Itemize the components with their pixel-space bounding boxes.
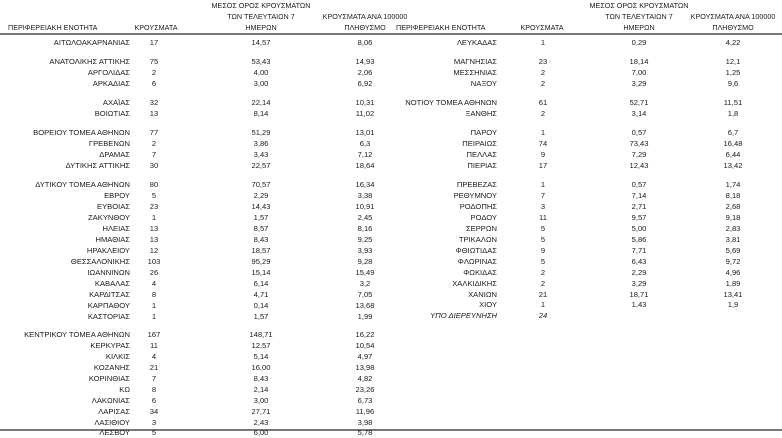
cases-cell: 2 — [540, 268, 546, 277]
cases-cell: 13 — [149, 235, 159, 244]
cases-cell: 5 — [540, 235, 546, 244]
avg-7day-cell: 6,00 — [253, 428, 269, 437]
avg-7day-cell: 22,14 — [251, 98, 271, 107]
right-header-per100k-line2: ΠΛΗΘΥΣΜΟ — [712, 23, 754, 32]
per-100k-cell: 1,74 — [725, 180, 741, 189]
cases-cell: 1 — [540, 180, 546, 189]
cases-cell: 7 — [151, 374, 157, 383]
avg-7day-cell: 3,29 — [631, 279, 647, 288]
cases-cell: 23 — [538, 57, 548, 66]
region-name-cell: ΑΧΑΪΑΣ — [102, 98, 130, 107]
avg-7day-cell: 3,29 — [631, 79, 647, 88]
avg-7day-cell: 18,71 — [629, 290, 649, 299]
cases-cell: 1 — [151, 301, 157, 310]
region-name-cell: ΛΑΡΙΣΑΣ — [98, 407, 130, 416]
cases-cell: 24 — [538, 311, 548, 320]
region-name-cell: ΠΡΕΒΕΖΑΣ — [456, 180, 497, 189]
per-100k-cell: 10,54 — [355, 341, 375, 350]
cases-cell: 167 — [147, 330, 161, 339]
per-100k-cell: 1,89 — [725, 279, 741, 288]
per-100k-cell: 5,78 — [357, 428, 373, 437]
avg-7day-cell: 2,43 — [253, 418, 269, 427]
per-100k-cell: 1,25 — [725, 68, 741, 77]
region-name-cell: ΚΑΒΑΛΑΣ — [94, 279, 130, 288]
per-100k-cell: 8,06 — [357, 38, 373, 47]
avg-7day-cell: 51,29 — [251, 128, 271, 137]
per-100k-cell: 9,18 — [725, 213, 741, 222]
region-name-cell: ΜΕΣΣΗΝΙΑΣ — [453, 68, 497, 77]
cases-cell: 11 — [150, 341, 158, 350]
left-header-avg-line1: ΜΕΣΟΣ ΟΡΟΣ ΚΡΟΥΣΜΑΤΩΝ — [211, 1, 311, 10]
region-name-cell: ΚΟΡΙΝΘΙΑΣ — [88, 374, 130, 383]
right-header-per100k-line1: ΚΡΟΥΣΜΑΤΑ ΑΝΑ 100000 — [690, 12, 776, 21]
cases-cell: 30 — [149, 161, 159, 170]
per-100k-cell: 6,92 — [357, 79, 373, 88]
region-name-cell: ΠΑΡΟΥ — [470, 128, 497, 137]
avg-7day-cell: 0,57 — [631, 128, 647, 137]
region-name-cell: ΑΝΑΤΟΛΙΚΗΣ ΑΤΤΙΚΗΣ — [49, 57, 130, 66]
cases-cell: 21 — [538, 290, 548, 299]
avg-7day-cell: 1,43 — [631, 300, 647, 309]
cases-cell: 1 — [151, 312, 157, 321]
avg-7day-cell: 0,57 — [631, 180, 647, 189]
region-name-cell: ΛΕΥΚΑΔΑΣ — [456, 38, 497, 47]
per-100k-cell: 5,69 — [725, 246, 741, 255]
per-100k-cell: 1,9 — [727, 300, 739, 309]
avg-7day-cell: 14,57 — [251, 38, 271, 47]
cases-cell: 3 — [151, 418, 157, 427]
region-name-cell: ΚΟΖΑΝΗΣ — [93, 363, 130, 372]
region-name-cell: ΑΡΚΑΔΙΑΣ — [92, 79, 130, 88]
avg-7day-cell: 73,43 — [629, 139, 649, 148]
region-name-cell: ΞΑΝΘΗΣ — [465, 109, 497, 118]
per-100k-cell: 1,8 — [727, 109, 739, 118]
right-header-avg-line3: ΗΜΕΡΩΝ — [623, 23, 655, 32]
cases-cell: 75 — [149, 57, 159, 66]
per-100k-cell: 3,2 — [359, 279, 371, 288]
region-name-cell: ΔΡΑΜΑΣ — [99, 150, 130, 159]
per-100k-cell: 3,98 — [357, 418, 373, 427]
per-100k-cell: 23,26 — [355, 385, 375, 394]
avg-7day-cell: 14,43 — [251, 202, 271, 211]
per-100k-cell: 4,96 — [725, 268, 741, 277]
left-header-cases: ΚΡΟΥΣΜΑΤΑ — [134, 23, 178, 32]
cases-cell: 5 — [151, 428, 157, 437]
avg-7day-cell: 3,86 — [253, 139, 269, 148]
per-100k-cell: 13,01 — [355, 128, 375, 137]
cases-cell: 13 — [149, 224, 159, 233]
avg-7day-cell: 5,86 — [631, 235, 647, 244]
avg-7day-cell: 9,57 — [631, 213, 647, 222]
avg-7day-cell: 148,71 — [249, 330, 273, 339]
region-name-cell: ΗΡΑΚΛΕΙΟΥ — [86, 246, 130, 255]
avg-7day-cell: 18,57 — [251, 246, 271, 255]
region-name-cell: ΚΕΝΤΡΙΚΟΥ ΤΟΜΕΑ ΑΘΗΝΩΝ — [24, 330, 130, 339]
per-100k-cell: 1,99 — [357, 312, 373, 321]
cases-cell: 2 — [540, 68, 546, 77]
cases-cell: 2 — [540, 79, 546, 88]
per-100k-cell: 10,91 — [355, 202, 375, 211]
avg-7day-cell: 12,57 — [251, 341, 271, 350]
cases-cell: 5 — [540, 257, 546, 266]
avg-7day-cell: 52,71 — [629, 98, 649, 107]
per-100k-cell: 2,06 — [357, 68, 373, 77]
region-name-cell: ΦΛΩΡΙΝΑΣ — [457, 257, 497, 266]
per-100k-cell: 16,22 — [355, 330, 375, 339]
avg-7day-cell: 1,57 — [253, 213, 269, 222]
avg-7day-cell: 18,14 — [629, 57, 649, 66]
avg-7day-cell: 7,14 — [631, 191, 647, 200]
cases-cell: 61 — [538, 98, 548, 107]
right-header-avg-line2: ΤΩΝ ΤΕΛΕΥΤΑΙΩΝ 7 — [605, 12, 673, 21]
region-name-cell: ΙΩΑΝΝΙΝΩΝ — [87, 268, 130, 277]
per-100k-cell: 4,82 — [357, 374, 373, 383]
per-100k-cell: 18,64 — [355, 161, 375, 170]
per-100k-cell: 9,6 — [727, 79, 739, 88]
left-header-per100k-line1: ΚΡΟΥΣΜΑΤΑ ΑΝΑ 100000 — [322, 12, 408, 21]
cases-cell: 7 — [540, 191, 546, 200]
avg-7day-cell: 70,57 — [251, 180, 271, 189]
avg-7day-cell: 3,14 — [631, 109, 647, 118]
avg-7day-cell: 3,43 — [253, 150, 269, 159]
region-name-cell: ΠΕΛΛΑΣ — [466, 150, 497, 159]
region-name-cell: ΔΥΤΙΚΗΣ ΑΤΤΙΚΗΣ — [65, 161, 130, 170]
per-100k-cell: 13,98 — [355, 363, 375, 372]
per-100k-cell: 11,02 — [355, 109, 375, 118]
region-name-cell: ΧΑΝΙΩΝ — [468, 290, 497, 299]
cases-cell: 8 — [151, 385, 157, 394]
avg-7day-cell: 15,14 — [251, 268, 271, 277]
per-100k-cell: 2,68 — [725, 202, 741, 211]
per-100k-cell: 3,81 — [725, 235, 741, 244]
per-100k-cell: 7,12 — [357, 150, 373, 159]
avg-7day-cell: 5,00 — [631, 224, 647, 233]
region-name-cell: ΚΑΣΤΟΡΙΑΣ — [87, 312, 130, 321]
cases-cell: 6 — [151, 79, 157, 88]
right-header-cases: ΚΡΟΥΣΜΑΤΑ — [520, 23, 564, 32]
region-name-cell: ΜΑΓΝΗΣΙΑΣ — [453, 57, 497, 66]
avg-7day-cell: 8,57 — [253, 224, 269, 233]
cases-cell: 4 — [151, 279, 157, 288]
cases-cell: 2 — [540, 109, 546, 118]
region-name-cell: ΕΒΡΟΥ — [104, 191, 130, 200]
per-100k-cell: 9,72 — [725, 257, 741, 266]
cases-cell: 2 — [540, 279, 546, 288]
cases-cell: 23 — [149, 202, 159, 211]
left-header-avg-line3: ΗΜΕΡΩΝ — [245, 23, 277, 32]
region-name-cell: ΡΟΔΟΥ — [470, 213, 497, 222]
per-100k-cell: 4,97 — [357, 352, 373, 361]
region-name-cell: ΧΙΟΥ — [479, 300, 497, 309]
avg-7day-cell: 27,71 — [251, 407, 271, 416]
cases-cell: 4 — [151, 352, 157, 361]
cases-cell: 6 — [151, 396, 157, 405]
avg-7day-cell: 6,43 — [631, 257, 647, 266]
region-name-cell: ΕΥΒΟΙΑΣ — [97, 202, 130, 211]
per-100k-cell: 14,93 — [355, 57, 375, 66]
cases-cell: 9 — [540, 246, 546, 255]
cases-cell: 11 — [539, 213, 547, 222]
avg-7day-cell: 95,29 — [251, 257, 271, 266]
region-name-cell: ΗΜΑΘΙΑΣ — [95, 235, 130, 244]
avg-7day-cell: 22,57 — [251, 161, 271, 170]
cases-cell: 12 — [149, 246, 159, 255]
region-name-cell: ΗΛΕΙΑΣ — [102, 224, 130, 233]
region-name-cell: ΚΩ — [119, 385, 130, 394]
region-name-cell: ΖΑΚΥΝΘΟΥ — [88, 213, 130, 222]
per-100k-cell: 16,34 — [355, 180, 375, 189]
avg-7day-cell: 2,29 — [253, 191, 269, 200]
left-header-avg-line2: ΤΩΝ ΤΕΛΕΥΤΑΙΩΝ 7 — [227, 12, 295, 21]
per-100k-cell: 13,68 — [355, 301, 375, 310]
cases-cell: 32 — [149, 98, 159, 107]
cases-cell: 103 — [147, 257, 161, 266]
region-name-cell: ΦΩΚΙΔΑΣ — [463, 268, 497, 277]
per-100k-cell: 6,3 — [359, 139, 371, 148]
cases-cell: 1 — [540, 128, 546, 137]
avg-7day-cell: 0,29 — [631, 38, 647, 47]
cases-cell: 5 — [151, 191, 157, 200]
cases-cell: 21 — [149, 363, 159, 372]
per-100k-cell: 15,49 — [355, 268, 375, 277]
per-100k-cell: 8,18 — [725, 191, 741, 200]
per-100k-cell: 3,93 — [357, 246, 373, 255]
region-name-cell: ΘΕΣΣΑΛΟΝΙΚΗΣ — [70, 257, 130, 266]
avg-7day-cell: 6,14 — [253, 279, 269, 288]
per-100k-cell: 13,42 — [723, 161, 743, 170]
per-100k-cell: 6,73 — [357, 396, 373, 405]
per-100k-cell: 9,25 — [357, 235, 373, 244]
region-name-cell: ΑΡΓΟΛΙΔΑΣ — [87, 68, 130, 77]
per-100k-cell: 16,48 — [723, 139, 743, 148]
cases-cell: 8 — [151, 290, 157, 299]
per-100k-cell: 11,51 — [723, 98, 743, 107]
region-name-cell: ΑΙΤΩΛΟΑΚΑΡΝΑΝΙΑΣ — [53, 38, 130, 47]
per-100k-cell: 2,45 — [357, 213, 373, 222]
per-100k-cell: 3,38 — [357, 191, 373, 200]
per-100k-cell: 13,41 — [723, 290, 743, 299]
cases-cell: 80 — [149, 180, 159, 189]
per-100k-cell: 8,16 — [357, 224, 373, 233]
cases-cell: 17 — [149, 38, 159, 47]
region-name-cell: ΧΑΛΚΙΔΙΚΗΣ — [452, 279, 497, 288]
region-name-cell: ΠΕΙΡΑΙΩΣ — [462, 139, 497, 148]
per-100k-cell: 6,7 — [727, 128, 739, 137]
cases-cell: 1 — [540, 300, 546, 309]
cases-cell: 74 — [538, 139, 548, 148]
avg-7day-cell: 3,00 — [253, 396, 269, 405]
per-100k-cell: 2,83 — [725, 224, 741, 233]
avg-7day-cell: 1,57 — [253, 312, 269, 321]
cases-cell: 17 — [538, 161, 548, 170]
region-name-cell: ΡΕΘΥΜΝΟΥ — [453, 191, 497, 200]
avg-7day-cell: 5,14 — [253, 352, 269, 361]
avg-7day-cell: 3,00 — [253, 79, 269, 88]
region-name-cell: ΛΑΚΩΝΙΑΣ — [91, 396, 130, 405]
region-name-cell: ΚΕΡΚΥΡΑΣ — [90, 341, 130, 350]
avg-7day-cell: 7,71 — [631, 246, 647, 255]
region-name-cell: ΓΡΕΒΕΝΩΝ — [88, 139, 130, 148]
region-name-cell: ΚΙΛΚΙΣ — [105, 352, 130, 361]
per-100k-cell: 6,44 — [725, 150, 741, 159]
region-name-cell: ΛΕΣΒΟΥ — [99, 428, 130, 437]
region-name-cell: ΦΘΙΩΤΙΔΑΣ — [455, 246, 497, 255]
avg-7day-cell: 2,29 — [631, 268, 647, 277]
cases-cell: 34 — [149, 407, 159, 416]
cases-cell: 77 — [149, 128, 159, 137]
left-header-region: ΠΕΡΙΦΕΡΕΙΑΚΗ ΕΝΟΤΗΤΑ — [8, 23, 98, 32]
left-header-per100k-line2: ΠΛΗΘΥΣΜΟ — [344, 23, 386, 32]
region-name-cell: ΣΕΡΡΩΝ — [465, 224, 497, 233]
per-100k-cell: 11,96 — [355, 407, 375, 416]
avg-7day-cell: 4,71 — [253, 290, 269, 299]
avg-7day-cell: 16,00 — [251, 363, 271, 372]
region-name-cell: ΚΑΡΠΑΘΟΥ — [87, 301, 130, 310]
avg-7day-cell: 8,14 — [253, 109, 269, 118]
region-name-cell: ΡΟΔΟΠΗΣ — [459, 202, 497, 211]
cases-cell: 5 — [540, 224, 546, 233]
per-100k-cell: 12,1 — [725, 57, 741, 66]
cases-cell: 3 — [540, 202, 546, 211]
region-name-cell: ΠΙΕΡΙΑΣ — [467, 161, 497, 170]
avg-7day-cell: 53,43 — [251, 57, 271, 66]
avg-7day-cell: 7,29 — [631, 150, 647, 159]
region-name-cell: ΒΟΙΩΤΙΑΣ — [94, 109, 130, 118]
region-name-cell: ΥΠΟ ΔΙΕΡΕΥΝΗΣΗ — [430, 311, 497, 320]
avg-7day-cell: 8,43 — [253, 374, 269, 383]
cases-cell: 7 — [151, 150, 157, 159]
avg-7day-cell: 2,14 — [253, 385, 269, 394]
right-header-avg-line1: ΜΕΣΟΣ ΟΡΟΣ ΚΡΟΥΣΜΑΤΩΝ — [589, 1, 689, 10]
cases-cell: 26 — [149, 268, 159, 277]
avg-7day-cell: 0,14 — [253, 301, 269, 310]
per-100k-cell: 4,22 — [725, 38, 741, 47]
region-name-cell: ΝΟΤΙΟΥ ΤΟΜΕΑ ΑΘΗΝΩΝ — [405, 98, 497, 107]
avg-7day-cell: 7,00 — [631, 68, 647, 77]
region-name-cell: ΤΡΙΚΑΛΩΝ — [458, 235, 497, 244]
right-header-region: ΠΕΡΙΦΕΡΕΙΑΚΗ ΕΝΟΤΗΤΑ — [396, 23, 486, 32]
cases-cell: 2 — [151, 139, 157, 148]
cases-cell: 13 — [149, 109, 159, 118]
cases-cell: 2 — [151, 68, 157, 77]
avg-7day-cell: 8,43 — [253, 235, 269, 244]
avg-7day-cell: 2,71 — [631, 202, 647, 211]
region-name-cell: ΝΑΞΟΥ — [470, 79, 497, 88]
region-name-cell: ΛΑΣΙΘΙΟΥ — [94, 418, 130, 427]
header-divider — [0, 33, 782, 35]
per-100k-cell: 9,28 — [357, 257, 373, 266]
cases-cell: 1 — [151, 213, 157, 222]
avg-7day-cell: 4,00 — [253, 68, 269, 77]
cases-cell: 9 — [540, 150, 546, 159]
region-name-cell: ΒΟΡΕΙΟΥ ΤΟΜΕΑ ΑΘΗΝΩΝ — [33, 128, 130, 137]
avg-7day-cell: 12,43 — [629, 161, 649, 170]
per-100k-cell: 7,05 — [357, 290, 373, 299]
region-name-cell: ΚΑΡΔΙΤΣΑΣ — [89, 290, 130, 299]
cases-cell: 1 — [540, 38, 546, 47]
region-name-cell: ΔΥΤΙΚΟΥ ΤΟΜΕΑ ΑΘΗΝΩΝ — [35, 180, 130, 189]
per-100k-cell: 10,31 — [355, 98, 375, 107]
